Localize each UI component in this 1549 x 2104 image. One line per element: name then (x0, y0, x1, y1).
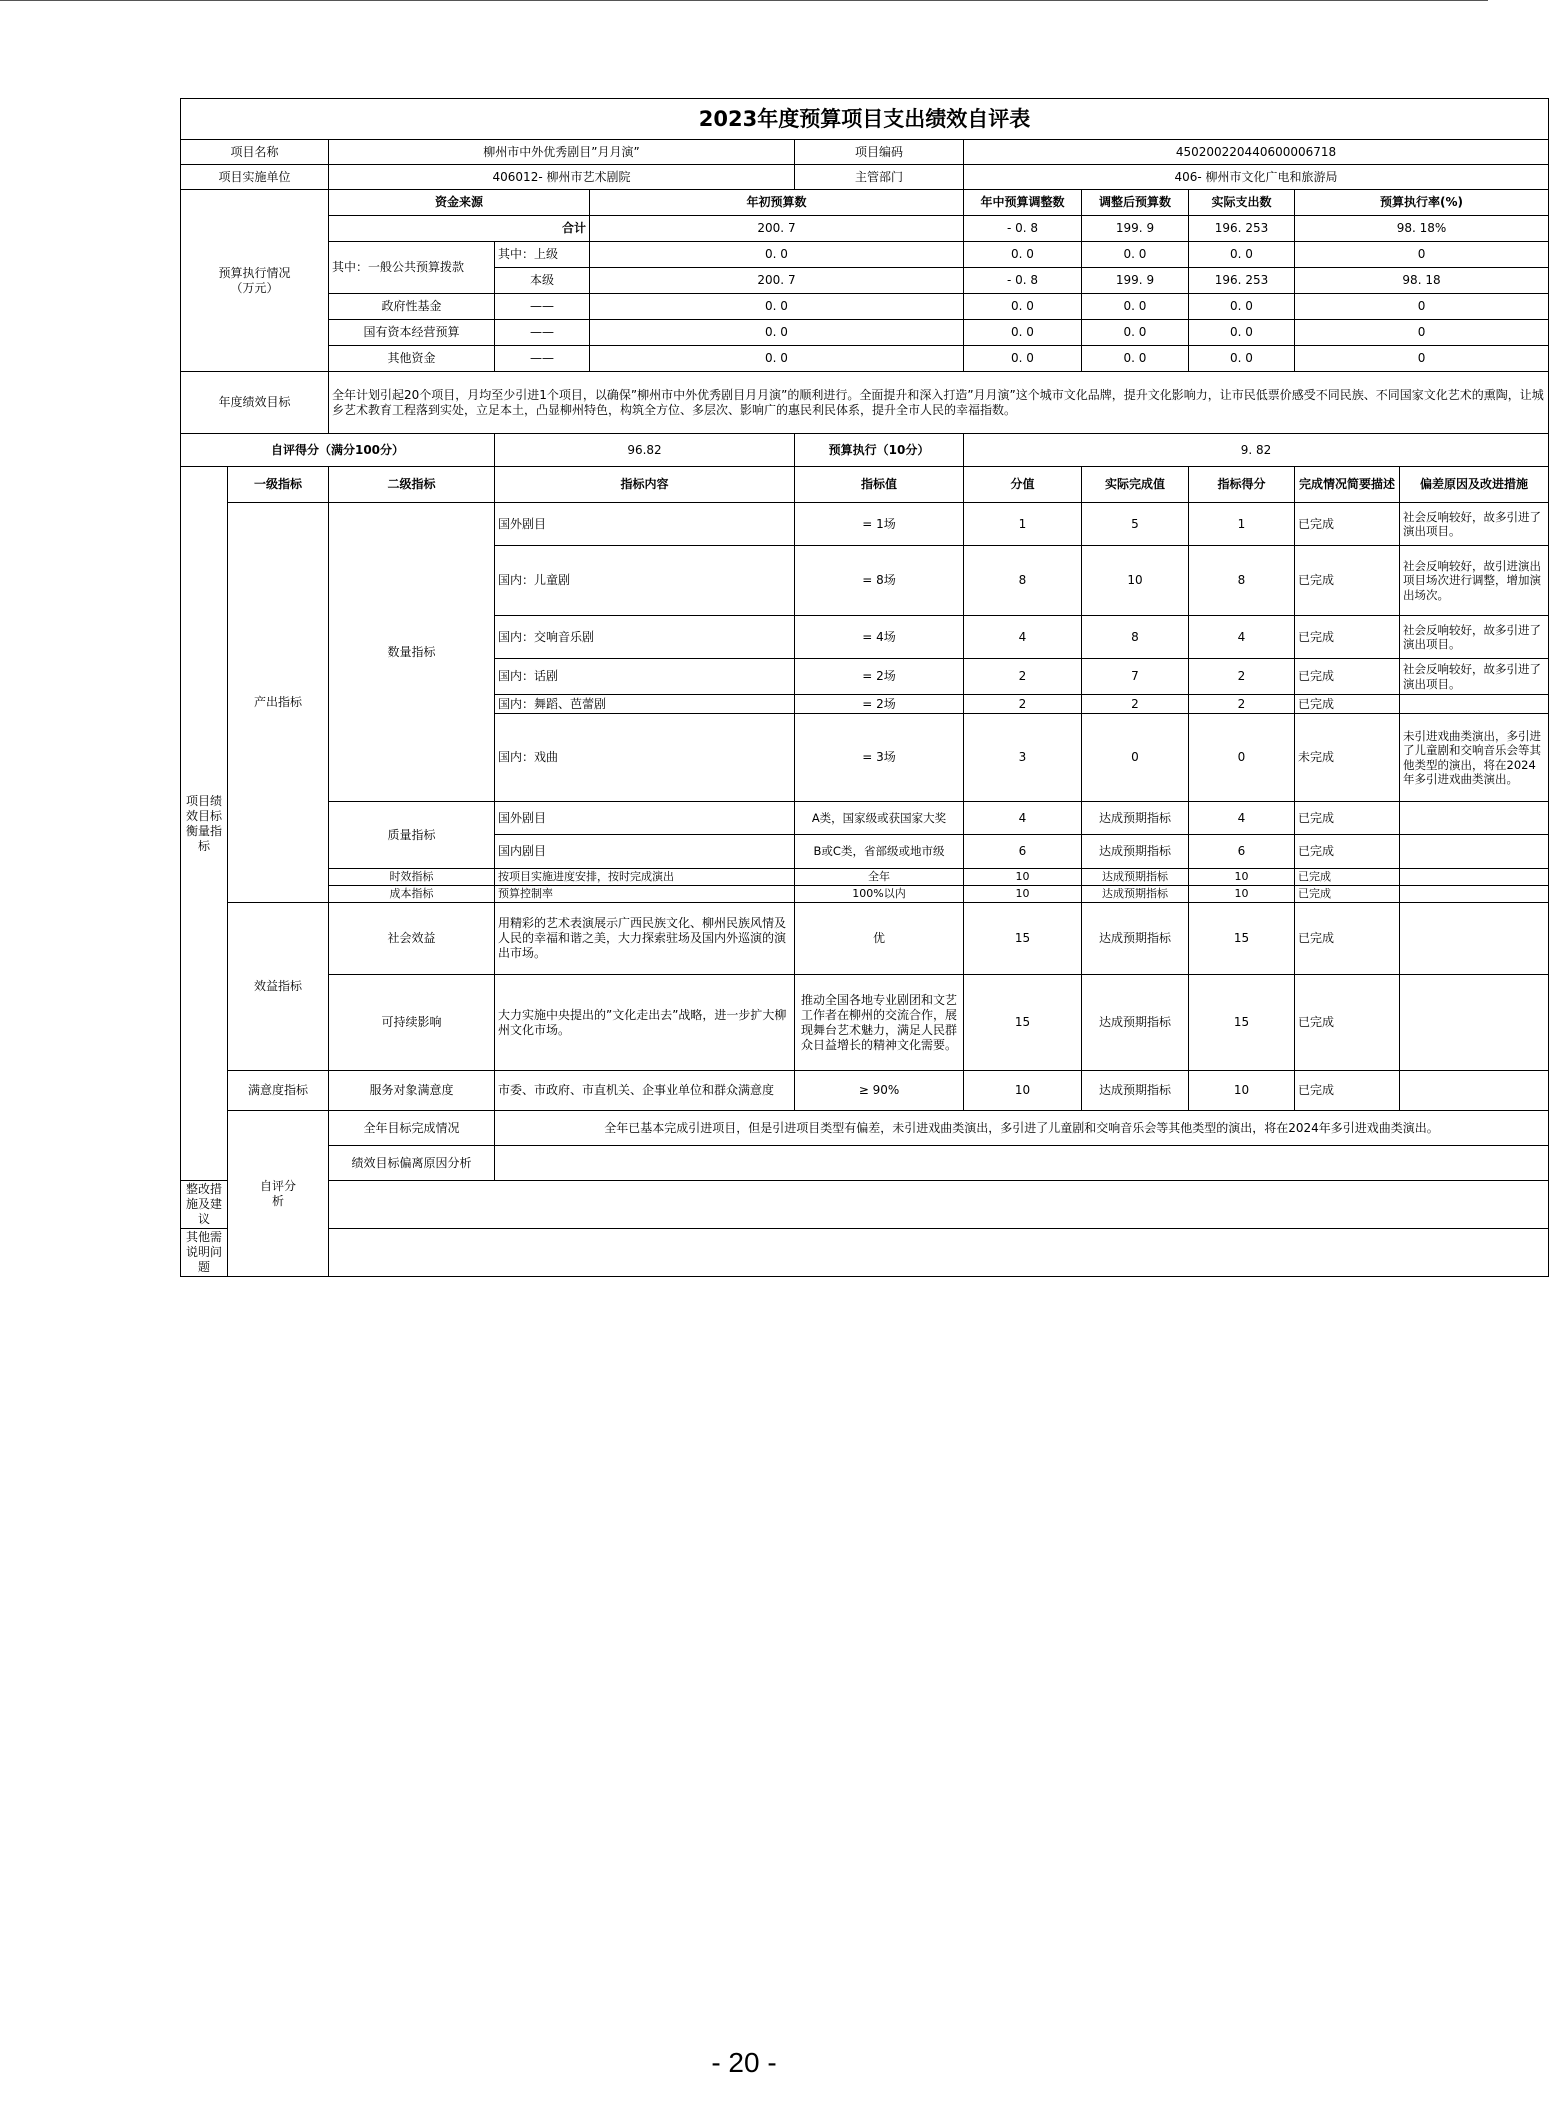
indicator-actual: 达成预期指标 (1082, 835, 1189, 869)
budget-exec-label: 预算执行（10分） (795, 434, 964, 467)
indicator-header-status: 完成情况简要描述 (1295, 467, 1400, 503)
indicator-score: 2 (1189, 659, 1295, 695)
budget-other-actual: 0. 0 (1189, 346, 1295, 372)
indicator-score: 10 (1189, 886, 1295, 903)
indicator-value: = 8场 (795, 546, 964, 616)
indicator-score: 8 (1189, 546, 1295, 616)
budget-other-dash: —— (495, 346, 590, 372)
budget-total-initial: 200. 7 (590, 216, 964, 242)
budget-govfund-initial: 0. 0 (590, 294, 964, 320)
indicator-reason (1400, 869, 1549, 886)
indicator-header-points: 分值 (964, 467, 1082, 503)
indicator-actual: 8 (1082, 616, 1189, 659)
budget-section-label: 预算执行情况 （万元） (181, 190, 329, 372)
indicator-reason (1400, 886, 1549, 903)
indicator-value: = 2场 (795, 695, 964, 714)
budget-govfund-label: 政府性基金 (329, 294, 495, 320)
self-score-value: 96.82 (495, 434, 795, 467)
indicator-score: 10 (1189, 869, 1295, 886)
budget-govfund-dash: —— (495, 294, 590, 320)
indicator-points: 10 (964, 886, 1082, 903)
indicator-content: 国外剧目 (495, 503, 795, 546)
indicator-actual: 7 (1082, 659, 1189, 695)
indicator-status: 已完成 (1295, 802, 1400, 835)
indicator-value: 推动全国各地专业剧团和文艺工作者在柳州的交流合作，展现舞台艺术魅力，满足人民群众日益增长的精神文化需要。 (795, 975, 964, 1071)
indicator-header-level1: 一级指标 (228, 467, 329, 503)
social-benefit-label: 社会效益 (329, 903, 495, 975)
indicator-value: = 4场 (795, 616, 964, 659)
indicator-section-label: 项目绩 效目标 衡量指 标 (181, 467, 228, 1181)
budget-upper-initial: 0. 0 (590, 242, 964, 268)
indicator-actual: 2 (1082, 695, 1189, 714)
budget-govfund-adjusted: 0. 0 (1082, 294, 1189, 320)
annual-goal-text: 全年计划引起20个项目，月均至少引进1个项目，以确保”柳州市中外优秀剧目月月演”的顺利进行。全面提升和深入打造”月月演”这个城市文化品牌，提升文化影响力，让市民低票价感受不同民族、不同国家文化艺术的熏陶，让城乡艺术教育工程落到实处，立足本土，凸显柳州特色，构筑全方位、多层次、影响广的惠民利民体系，提升全市人民的幸福指数。 (329, 372, 1549, 434)
budget-header-adjusted: 调整后预算数 (1082, 190, 1189, 216)
indicator-content: 国内：话剧 (495, 659, 795, 695)
indicator-value: 优 (795, 903, 964, 975)
indicator-actual: 达成预期指标 (1082, 975, 1189, 1071)
deviation-text (495, 1146, 1549, 1181)
indicator-status: 已完成 (1295, 835, 1400, 869)
indicator-content: 市委、市政府、市直机关、企事业单位和群众满意度 (495, 1071, 795, 1111)
budget-govfund-actual: 0. 0 (1189, 294, 1295, 320)
indicator-status: 已完成 (1295, 659, 1400, 695)
indicator-header-content: 指标内容 (495, 467, 795, 503)
indicator-points: 4 (964, 802, 1082, 835)
indicator-actual: 10 (1082, 546, 1189, 616)
indicator-reason (1400, 1071, 1549, 1111)
indicator-content: 国内：交响音乐剧 (495, 616, 795, 659)
budget-total-adjust: - 0. 8 (964, 216, 1082, 242)
indicator-value: 全年 (795, 869, 964, 886)
budget-local-label: 本级 (495, 268, 590, 294)
page-number: - 20 - (711, 2047, 777, 2078)
budget-local-adjust: - 0. 8 (964, 268, 1082, 294)
project-name-label: 项目名称 (181, 140, 329, 165)
budget-total-label: 合计 (329, 216, 590, 242)
budget-other-adjusted: 0. 0 (1082, 346, 1189, 372)
budget-total-adjusted: 199. 9 (1082, 216, 1189, 242)
table-title: 2023年度预算项目支出绩效自评表 (181, 99, 1549, 140)
budget-statecap-initial: 0. 0 (590, 320, 964, 346)
indicator-reason: 社会反响较好，故引进演出项目场次进行调整，增加演出场次。 (1400, 546, 1549, 616)
rectify-label: 整改措施及建议 (181, 1181, 228, 1229)
indicator-content: 国外剧目 (495, 802, 795, 835)
indicator-status: 未完成 (1295, 714, 1400, 802)
budget-local-actual: 196. 253 (1189, 268, 1295, 294)
budget-header-rate: 预算执行率(%) (1295, 190, 1549, 216)
indicator-value: A类，国家级或获国家大奖 (795, 802, 964, 835)
project-name-value: 柳州市中外优秀剧目”月月演” (329, 140, 795, 165)
project-code-value: 450200220440600006718 (964, 140, 1549, 165)
indicator-score: 10 (1189, 1071, 1295, 1111)
budget-upper-actual: 0. 0 (1189, 242, 1295, 268)
indicator-reason (1400, 802, 1549, 835)
dept-label: 主管部门 (795, 165, 964, 190)
indicator-points: 4 (964, 616, 1082, 659)
indicator-content: 国内：舞蹈、芭蕾剧 (495, 695, 795, 714)
budget-header-initial: 年初预算数 (590, 190, 964, 216)
budget-total-actual: 196. 253 (1189, 216, 1295, 242)
indicator-value: = 1场 (795, 503, 964, 546)
indicator-score: 15 (1189, 903, 1295, 975)
indicator-points: 10 (964, 869, 1082, 886)
performance-evaluation-table (180, 98, 1549, 1277)
indicator-score: 4 (1189, 616, 1295, 659)
indicator-value: 100%以内 (795, 886, 964, 903)
indicator-points: 2 (964, 695, 1082, 714)
impl-unit-label: 项目实施单位 (181, 165, 329, 190)
page-top-border (0, 0, 1488, 1)
indicator-actual: 0 (1082, 714, 1189, 802)
output-indicator-label: 产出指标 (228, 503, 329, 903)
budget-general-label: 其中：一般公共预算拨款 (329, 242, 495, 294)
budget-statecap-label: 国有资本经营预算 (329, 320, 495, 346)
budget-header-actual: 实际支出数 (1189, 190, 1295, 216)
dept-value: 406- 柳州市文化广电和旅游局 (964, 165, 1549, 190)
indicator-points: 15 (964, 903, 1082, 975)
satisfaction-indicator-label: 满意度指标 (228, 1071, 329, 1111)
indicator-content: 大力实施中央提出的”文化走出去”战略，进一步扩大柳州文化市场。 (495, 975, 795, 1071)
budget-local-adjusted: 199. 9 (1082, 268, 1189, 294)
indicator-points: 2 (964, 659, 1082, 695)
quality-indicator-label: 质量指标 (329, 802, 495, 869)
budget-statecap-adjusted: 0. 0 (1082, 320, 1189, 346)
budget-upper-adjusted: 0. 0 (1082, 242, 1189, 268)
indicator-content: 国内：戏曲 (495, 714, 795, 802)
budget-upper-label: 其中：上级 (495, 242, 590, 268)
budget-statecap-actual: 0. 0 (1189, 320, 1295, 346)
indicator-score: 15 (1189, 975, 1295, 1071)
indicator-header-score: 指标得分 (1189, 467, 1295, 503)
indicator-points: 1 (964, 503, 1082, 546)
indicator-reason (1400, 903, 1549, 975)
impl-unit-value: 406012- 柳州市艺术剧院 (329, 165, 795, 190)
deviation-label: 绩效目标偏离原因分析 (329, 1146, 495, 1181)
indicator-value: ≥ 90% (795, 1071, 964, 1111)
benefit-indicator-label: 效益指标 (228, 903, 329, 1071)
indicator-actual: 达成预期指标 (1082, 903, 1189, 975)
completion-label: 全年目标完成情况 (329, 1111, 495, 1146)
indicator-points: 6 (964, 835, 1082, 869)
indicator-status: 已完成 (1295, 546, 1400, 616)
indicator-header-value: 指标值 (795, 467, 964, 503)
indicator-score: 2 (1189, 695, 1295, 714)
indicator-actual: 5 (1082, 503, 1189, 546)
sustainable-impact-label: 可持续影响 (329, 975, 495, 1071)
analysis-section-label: 自评分 析 (228, 1111, 329, 1277)
self-score-label: 自评得分（满分100分） (181, 434, 495, 467)
budget-other-label: 其他资金 (329, 346, 495, 372)
indicator-status: 已完成 (1295, 869, 1400, 886)
indicator-status: 已完成 (1295, 903, 1400, 975)
indicator-header-actual: 实际完成值 (1082, 467, 1189, 503)
indicator-points: 3 (964, 714, 1082, 802)
budget-statecap-rate: 0 (1295, 320, 1549, 346)
indicator-status: 已完成 (1295, 1071, 1400, 1111)
quantity-indicator-label: 数量指标 (329, 503, 495, 802)
indicator-score: 0 (1189, 714, 1295, 802)
budget-statecap-adjust: 0. 0 (964, 320, 1082, 346)
indicator-header-reason: 偏差原因及改进措施 (1400, 467, 1549, 503)
indicator-reason: 社会反响较好，故多引进了演出项目。 (1400, 503, 1549, 546)
indicator-content: 按项目实施进度安排，按时完成演出 (495, 869, 795, 886)
indicator-value: B或C类，省部级或地市级 (795, 835, 964, 869)
completion-text: 全年已基本完成引进项目，但是引进项目类型有偏差，未引进戏曲类演出，多引进了儿童剧和交响音乐会等其他类型的演出，将在2024年多引进戏曲类演出。 (495, 1111, 1549, 1146)
project-code-label: 项目编码 (795, 140, 964, 165)
annual-goal-label: 年度绩效目标 (181, 372, 329, 434)
budget-header-source: 资金来源 (329, 190, 590, 216)
budget-govfund-rate: 0 (1295, 294, 1549, 320)
budget-exec-value: 9. 82 (964, 434, 1549, 467)
indicator-reason: 未引进戏曲类演出，多引进了儿童剧和交响音乐会等其他类型的演出，将在2024年多引进戏曲类演出。 (1400, 714, 1549, 802)
indicator-actual: 达成预期指标 (1082, 869, 1189, 886)
indicator-points: 10 (964, 1071, 1082, 1111)
budget-local-initial: 200. 7 (590, 268, 964, 294)
budget-upper-rate: 0 (1295, 242, 1549, 268)
indicator-status: 已完成 (1295, 886, 1400, 903)
indicator-score: 4 (1189, 802, 1295, 835)
budget-govfund-adjust: 0. 0 (964, 294, 1082, 320)
indicator-reason: 社会反响较好，故多引进了演出项目。 (1400, 616, 1549, 659)
indicator-content: 国内剧目 (495, 835, 795, 869)
indicator-reason: 社会反响较好，故多引进了演出项目。 (1400, 659, 1549, 695)
budget-total-rate: 98. 18% (1295, 216, 1549, 242)
other-issues-text (329, 1229, 1549, 1277)
indicator-actual: 达成预期指标 (1082, 886, 1189, 903)
indicator-status: 已完成 (1295, 695, 1400, 714)
indicator-header-level2: 二级指标 (329, 467, 495, 503)
indicator-reason (1400, 695, 1549, 714)
budget-header-adjust: 年中预算调整数 (964, 190, 1082, 216)
indicator-score: 6 (1189, 835, 1295, 869)
cost-indicator-label: 成本指标 (329, 886, 495, 903)
budget-upper-adjust: 0. 0 (964, 242, 1082, 268)
indicator-content: 国内：儿童剧 (495, 546, 795, 616)
indicator-status: 已完成 (1295, 975, 1400, 1071)
indicator-status: 已完成 (1295, 503, 1400, 546)
budget-other-rate: 0 (1295, 346, 1549, 372)
indicator-value: = 3场 (795, 714, 964, 802)
rectify-text (329, 1181, 1549, 1229)
budget-local-rate: 98. 18 (1295, 268, 1549, 294)
indicator-points: 15 (964, 975, 1082, 1071)
indicator-reason (1400, 975, 1549, 1071)
indicator-actual: 达成预期指标 (1082, 1071, 1189, 1111)
service-satisfaction-label: 服务对象满意度 (329, 1071, 495, 1111)
timeliness-indicator-label: 时效指标 (329, 869, 495, 886)
indicator-points: 8 (964, 546, 1082, 616)
budget-other-adjust: 0. 0 (964, 346, 1082, 372)
indicator-score: 1 (1189, 503, 1295, 546)
budget-statecap-dash: —— (495, 320, 590, 346)
indicator-value: = 2场 (795, 659, 964, 695)
indicator-reason (1400, 835, 1549, 869)
indicator-status: 已完成 (1295, 616, 1400, 659)
indicator-actual: 达成预期指标 (1082, 802, 1189, 835)
indicator-content: 预算控制率 (495, 886, 795, 903)
budget-other-initial: 0. 0 (590, 346, 964, 372)
indicator-content: 用精彩的艺术表演展示广西民族文化、柳州民族风情及人民的幸福和谐之美，大力探索驻场及国内外巡演的演出市场。 (495, 903, 795, 975)
other-issues-label: 其他需说明问题 (181, 1229, 228, 1277)
